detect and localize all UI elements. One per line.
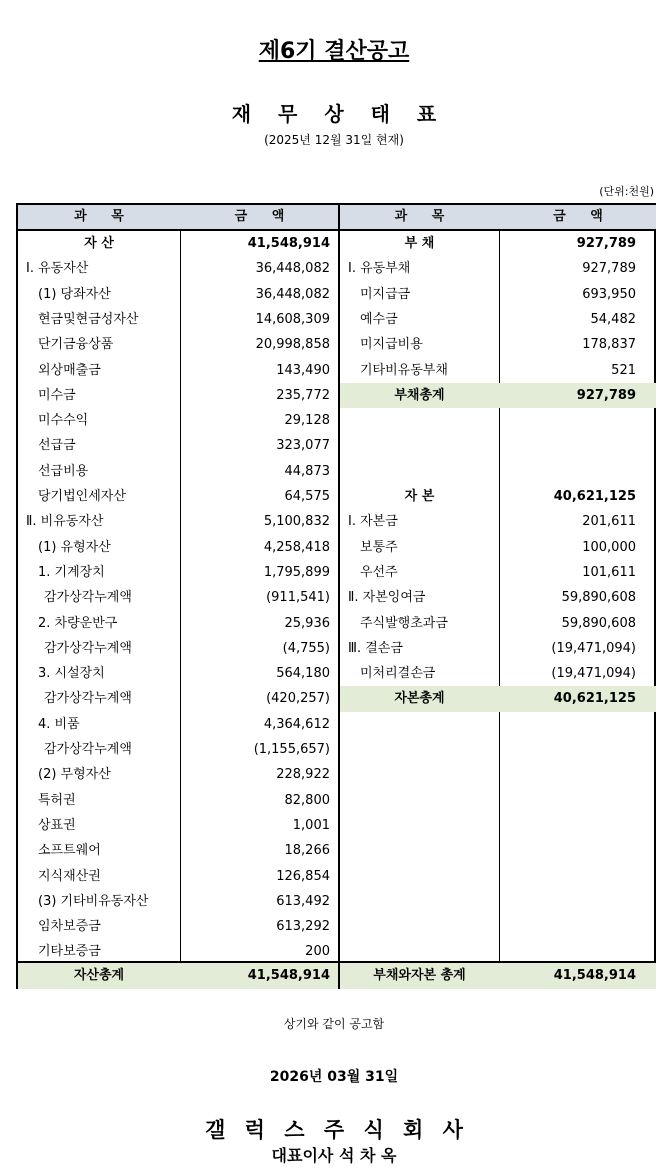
total-row (340, 383, 656, 408)
row-label: 4. 비품 (38, 716, 80, 732)
row-label: 소프트웨어 (38, 843, 101, 859)
table-row (340, 484, 656, 509)
unit-note: (단위:천원) (599, 185, 654, 198)
header-amount: 금 액 (553, 209, 613, 224)
row-label: 미수금 (38, 387, 76, 403)
assets-total-label: 자산총계 (73, 968, 125, 983)
row-label: 감가상각누계액 (44, 742, 132, 757)
table-row (18, 762, 338, 787)
table-row (18, 484, 338, 509)
row-label: 예수금 (360, 311, 398, 327)
row-amount: (1,155,657) (253, 742, 330, 757)
table-row (18, 509, 338, 534)
table-row (340, 408, 656, 433)
row-amount: 14,608,309 (255, 311, 330, 327)
table-row (18, 914, 338, 939)
row-label: 자본총계 (394, 691, 445, 707)
row-amount: 235,772 (276, 387, 330, 403)
row-label: 감가상각누계액 (44, 640, 132, 656)
row-amount: 4,364,612 (263, 716, 330, 732)
row-amount: 54,482 (590, 311, 636, 327)
table-row (18, 737, 338, 762)
table-row (340, 560, 656, 585)
table-row (18, 282, 338, 307)
row-label: 당기법인세자산 (38, 489, 126, 504)
row-amount: 64,575 (284, 489, 330, 504)
liabilities-header-row (340, 205, 656, 231)
row-amount: (911,541) (266, 590, 330, 606)
row-label: 자 본 (404, 489, 435, 504)
table-row (18, 231, 338, 256)
row-label: 우선주 (360, 564, 398, 580)
table-row (340, 611, 656, 636)
row-label: Ⅲ. 결손금 (348, 640, 403, 656)
assets-panel (18, 205, 340, 987)
row-label: 3. 시설장치 (38, 666, 105, 682)
row-amount: 36,448,082 (255, 286, 330, 302)
statement-title: 재 무 상 태 표 (231, 102, 447, 126)
row-amount: 40,621,125 (553, 691, 636, 707)
row-label: 미지급비용 (360, 337, 423, 353)
table-row (340, 332, 656, 357)
row-amount: 41,548,914 (247, 236, 330, 251)
row-amount: 927,789 (582, 261, 636, 277)
row-label: 단기금융상품 (38, 337, 114, 353)
row-amount: 29,128 (284, 413, 330, 429)
table-row (18, 383, 338, 408)
table-row (340, 585, 656, 610)
row-amount: 126,854 (276, 868, 330, 884)
row-label: 외상매출금 (38, 362, 101, 378)
liabilities-equity-total-row (340, 961, 656, 989)
table-row (18, 408, 338, 433)
row-amount: 100,000 (582, 539, 636, 555)
table-row (18, 788, 338, 813)
row-label: 보통주 (360, 539, 398, 555)
row-amount: 323,077 (276, 438, 330, 454)
document-title: 제6기 결산공고 (258, 39, 410, 64)
table-row (18, 636, 338, 661)
row-amount: 200 (305, 944, 330, 960)
row-amount: 59,890,608 (561, 590, 636, 606)
row-amount: 927,789 (576, 236, 636, 251)
table-row (18, 712, 338, 737)
table-row (340, 256, 656, 281)
row-amount: (4,755) (282, 640, 330, 656)
row-label: 2. 차량운반구 (38, 615, 118, 631)
header-item: 과 목 (74, 209, 134, 224)
row-amount: 1,795,899 (263, 564, 330, 580)
table-row (18, 332, 338, 357)
row-label: 선급금 (38, 438, 76, 454)
table-row (340, 535, 656, 560)
row-label: Ⅰ. 자본금 (348, 514, 398, 530)
row-label: 미지급금 (360, 286, 411, 302)
row-label: 미수수익 (38, 413, 89, 429)
balance-sheet-table (16, 203, 656, 989)
liabilities-equity-total-label: 부채와자본 총계 (373, 968, 466, 983)
row-label: (1) 당좌자산 (38, 286, 111, 302)
table-row (18, 535, 338, 560)
row-amount: 4,258,418 (263, 539, 330, 555)
total-row (340, 686, 656, 711)
row-label: 상표권 (38, 817, 76, 833)
table-row (18, 560, 338, 585)
table-row (340, 433, 656, 458)
row-amount: (420,257) (266, 691, 330, 707)
row-amount: 143,490 (276, 362, 330, 378)
row-label: Ⅱ. 자본잉여금 (348, 590, 426, 606)
row-label: Ⅰ. 유동부채 (348, 261, 411, 277)
table-row (18, 838, 338, 863)
row-amount: 20,998,858 (255, 337, 330, 353)
row-amount: 44,873 (284, 463, 330, 479)
row-label: 현금및현금성자산 (38, 311, 139, 327)
table-row (340, 231, 656, 256)
row-label: 선급비용 (38, 463, 89, 479)
table-row (18, 889, 338, 914)
notice-date: 2026년 03월 31일 (269, 1069, 399, 1085)
row-label: 부채총계 (394, 387, 445, 403)
header-item: 과 목 (394, 209, 455, 224)
table-row (340, 307, 656, 332)
assets-total-amount: 41,548,914 (247, 968, 330, 983)
row-amount: (19,471,094) (551, 666, 636, 682)
row-label: 기타보증금 (38, 944, 101, 960)
table-row (18, 864, 338, 889)
row-amount: 82,800 (284, 792, 330, 808)
liabilities-equity-total-amount: 41,548,914 (553, 968, 636, 983)
row-label: 특허권 (38, 792, 76, 808)
table-row (18, 256, 338, 281)
company-name: 갤 럭 스 주 식 회 사 (205, 1118, 469, 1142)
row-label: 지식재산권 (38, 868, 101, 884)
table-row (18, 686, 338, 711)
row-label: 1. 기계장치 (38, 564, 105, 580)
row-amount: 228,922 (276, 767, 330, 783)
row-label: (1) 유형자산 (38, 539, 111, 555)
row-amount: 613,492 (276, 893, 330, 909)
row-amount: 18,266 (284, 843, 330, 859)
ceo-name: 대표이사 석 차 옥 (271, 1146, 397, 1165)
row-amount: 59,890,608 (561, 615, 636, 631)
table-row (340, 509, 656, 534)
row-amount: 613,292 (276, 919, 330, 935)
table-row (18, 358, 338, 383)
row-label: 감가상각누계액 (44, 590, 132, 606)
table-row (340, 636, 656, 661)
table-row (18, 813, 338, 838)
row-amount: 1,001 (292, 817, 330, 833)
table-row (340, 661, 656, 686)
row-label: 기타비유동부채 (360, 362, 448, 378)
table-row (18, 585, 338, 610)
row-amount: (19,471,094) (551, 640, 636, 656)
table-row (18, 433, 338, 458)
row-amount: 40,621,125 (553, 489, 636, 504)
as-of-date: (2025년 12월 31일 현재) (264, 133, 404, 147)
row-label: (3) 기타비유동자산 (38, 893, 149, 909)
row-amount: 178,837 (582, 337, 636, 353)
row-label: (2) 무형자산 (38, 767, 111, 783)
table-row (18, 459, 338, 484)
row-amount: 201,611 (582, 514, 636, 530)
row-amount: 101,611 (582, 564, 636, 580)
table-row (18, 307, 338, 332)
row-label: Ⅰ. 유동자산 (26, 261, 89, 277)
row-label: 부 채 (404, 236, 435, 251)
row-label: 자 산 (84, 236, 114, 251)
row-label: 주식발행초과금 (360, 615, 448, 631)
table-row (340, 282, 656, 307)
table-row (18, 661, 338, 686)
table-row (340, 459, 656, 484)
assets-header-row (18, 205, 338, 231)
table-row (340, 358, 656, 383)
liabilities-equity-panel (340, 205, 656, 987)
row-amount: 521 (611, 362, 636, 378)
table-row (18, 611, 338, 636)
row-amount: 36,448,082 (255, 261, 330, 277)
row-amount: 25,936 (284, 615, 330, 631)
row-amount: 564,180 (276, 666, 330, 682)
row-amount: 693,950 (582, 286, 636, 302)
row-label: 미처리결손금 (360, 666, 436, 682)
assets-total-row (18, 961, 338, 989)
row-amount: 5,100,832 (263, 514, 330, 530)
header-amount: 금 액 (234, 209, 295, 224)
row-label: Ⅱ. 비유동자산 (26, 514, 104, 530)
row-label: 임차보증금 (38, 919, 101, 935)
row-label: 감가상각누계액 (44, 691, 132, 707)
row-amount: 927,789 (576, 387, 636, 403)
notice-text: 상기와 같이 공고함 (283, 1017, 385, 1031)
